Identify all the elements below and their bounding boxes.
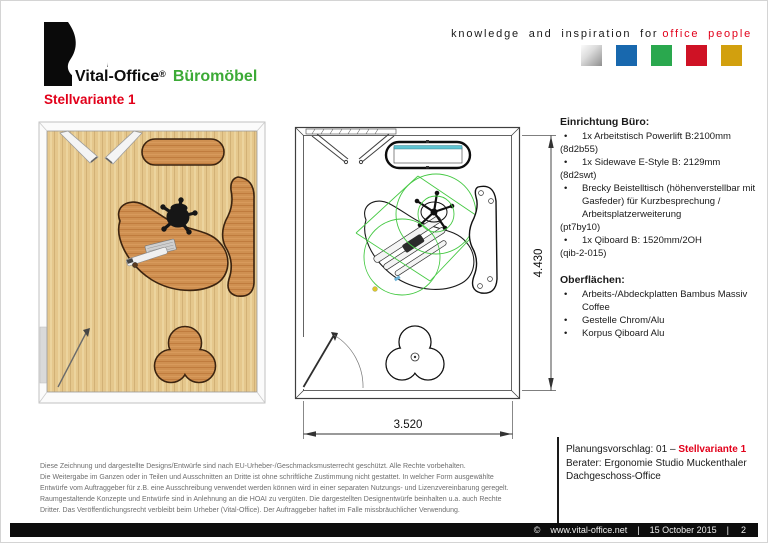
tagline <box>451 28 752 40</box>
height-dimension <box>522 136 556 391</box>
bullet-icon: • <box>564 328 568 339</box>
color-swatch-green <box>651 45 672 66</box>
color-swatch-blue <box>616 45 637 66</box>
list-item-code: (pt7by10) <box>560 222 601 233</box>
vertical-divider <box>557 437 559 523</box>
brand-color-squares <box>581 45 742 66</box>
qiboard-sideboard <box>142 139 224 165</box>
project-consultant: Berater: Ergonomie Studio Muckenthaler <box>566 457 747 469</box>
variant-name: Stellvariante 1 <box>678 444 747 455</box>
project-proposal-line: Planungsvorschlag: 01 – Stellvariante 1 <box>566 444 747 455</box>
list-item: • 1x Qiboard B: 1520mm/2OH <box>560 234 760 247</box>
page-title: Stellvariante 1 <box>44 92 136 107</box>
bullet-icon: • <box>564 315 568 326</box>
list-item: • 1x Sidewave E-Style B: 2129mm <box>560 156 760 169</box>
copyright-symbol: © <box>533 525 541 535</box>
footer-url: www.vital-office.net <box>550 525 628 535</box>
footer-date: 15 October 2015 <box>649 525 717 535</box>
width-dimension <box>304 401 513 439</box>
disclaimer-line: Entwürfe vom Auftraggeber für z.B. eine Ausschreibung verwendet werden können wird in einer separaten Nutzungs- und Lizenzvereinbarung geregelt. <box>40 485 509 492</box>
bullet-icon: • <box>564 131 568 142</box>
furnishing-heading: Einrichtung Büro: <box>560 116 650 128</box>
list-item: • 1x Arbeitstisch Powerlift B:2100mm <box>560 130 760 143</box>
disclaimer-line: Raumgestaltende Konzepte und Entwürfe sind in Anlehnung an die HOAI zu vergüten. Die dargestellten Designentwürfe beinhalten u.a. auch Rechte <box>40 496 502 503</box>
bullet-icon: • <box>564 235 568 246</box>
list-item-code: (8d2b55) <box>560 144 599 155</box>
floor-plan-rendered <box>38 121 266 404</box>
list-item: • Gestelle Chrom/Alu <box>560 314 760 327</box>
logo-wordmark <box>72 64 257 84</box>
project-info <box>566 443 762 484</box>
cad-qiboard <box>386 140 470 169</box>
footer-separator: | <box>637 525 640 535</box>
color-swatch-gold <box>721 45 742 66</box>
bullet-icon: • <box>564 289 568 300</box>
color-swatch-silver <box>581 45 602 66</box>
bullet-icon: • <box>564 157 568 168</box>
logo-product-line: Büromöbel <box>172 68 258 85</box>
legal-disclaimer <box>40 461 548 516</box>
height-dimension-label: 4.430 <box>533 248 545 278</box>
tagline-prefix: knowledge and inspiration for <box>451 28 659 40</box>
page-number: 2 <box>740 525 746 535</box>
list-item-code: (8d2swt) <box>560 170 597 181</box>
list-item: • Brecky Beistelltisch (höhenverstellbar mit Gasfeder) für Kurzbesprechung / Arbeitsplatzerweiterung <box>560 182 760 221</box>
width-dimension-label: 3.520 <box>393 419 423 431</box>
registered-mark: ® <box>159 69 166 79</box>
list-item-code: (qib-2-015) <box>560 248 607 259</box>
list-item: • Korpus Qiboard Alu <box>560 327 760 340</box>
project-location: Dachgeschoss-Office <box>566 471 661 482</box>
footer-bar <box>10 523 758 537</box>
tagline-highlight: office people <box>662 28 752 40</box>
footer-separator: | <box>726 525 729 535</box>
disclaimer-line: Dritter. Das Veröffentlichungsrecht verbleibt beim Urheber (Vital-Office). Der Auftraggeber haftet im Falle missbräuchlicher Verwendung. <box>40 507 460 514</box>
door-opening <box>40 327 47 383</box>
bullet-icon: • <box>564 183 568 194</box>
surfaces-heading: Oberflächen: <box>560 274 625 286</box>
furnishing-panel <box>560 116 760 340</box>
disclaimer-line: Diese Zeichnung und dargestellte Designs/Entwürfe sind nach EU-Urheber-/Geschmacksmusterrecht geschützt. Alle Rechte vorbehalten. <box>40 463 466 470</box>
list-item: • Arbeits-/Abdeckplatten Bambus Massiv Coffee <box>560 288 760 314</box>
floor-plan-cad <box>290 121 562 443</box>
disclaimer-line: Die Weitergabe im Ganzen oder in Teilen und Ausschnitten an Dritte ist ohne schriftliche Zustimmung nicht gestattet. In welcher Form ausgewählte <box>40 474 494 481</box>
color-swatch-red <box>686 45 707 66</box>
logo-brand-text: Vital-Office® <box>72 67 168 86</box>
